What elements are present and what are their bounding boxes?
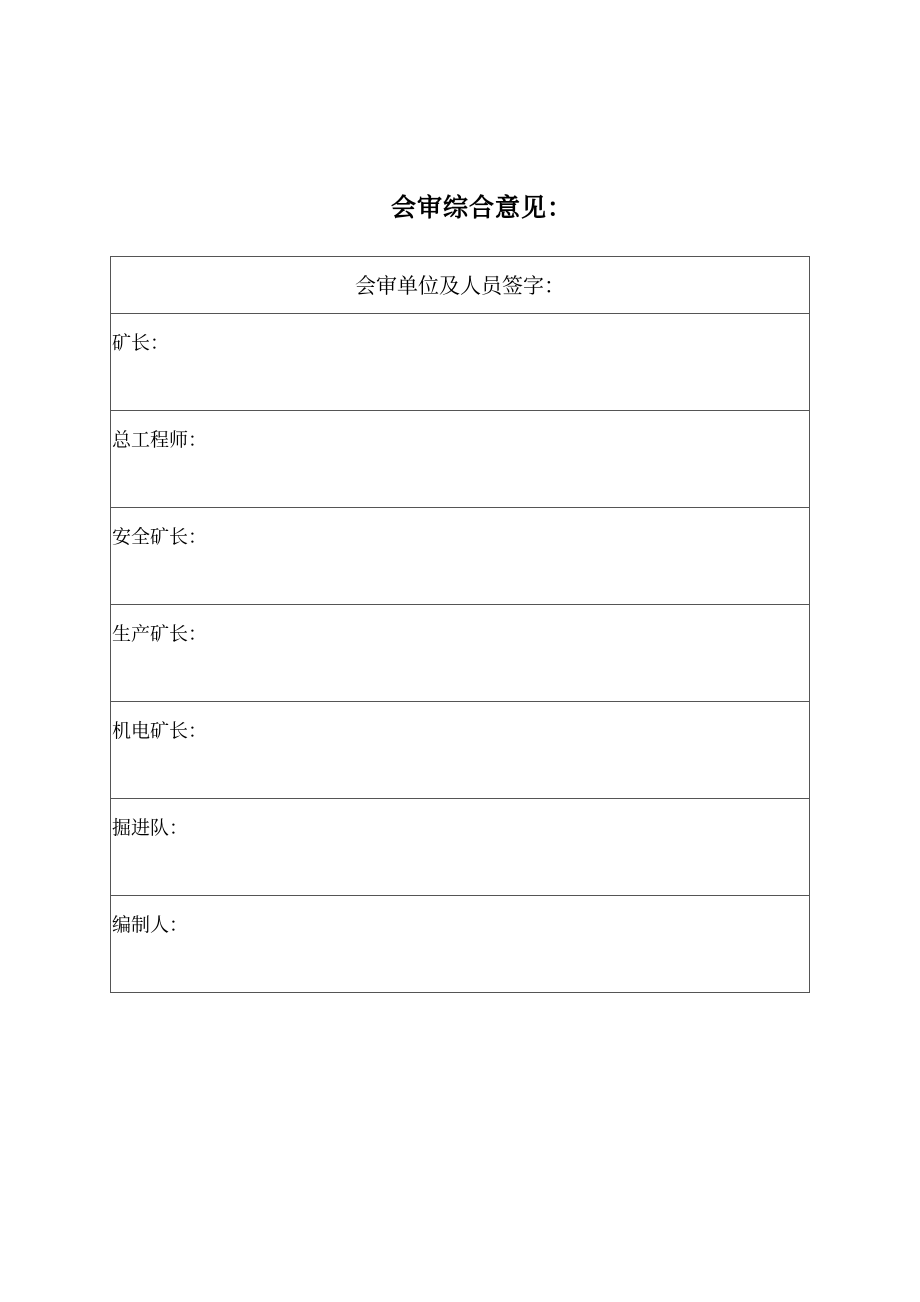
signature-cell[interactable] <box>111 508 810 605</box>
signature-row-compiler <box>111 896 810 993</box>
signature-row-mine-manager <box>111 314 810 411</box>
signature-row-production-manager <box>111 605 810 702</box>
signature-label: 矿长： <box>112 332 170 354</box>
table-header-cell: 会审单位及人员签字： <box>111 257 810 314</box>
signature-row-safety-manager <box>111 508 810 605</box>
signature-label: 总工程师： <box>112 429 208 451</box>
signature-label: 机电矿长： <box>112 720 208 742</box>
signature-cell[interactable] <box>111 411 810 508</box>
signature-cell[interactable] <box>111 605 810 702</box>
signature-row-chief-engineer <box>111 411 810 508</box>
signature-cell[interactable] <box>111 896 810 993</box>
signature-label: 生产矿长： <box>112 623 208 645</box>
table-header-row <box>111 257 810 314</box>
page-title: 会审综合意见： <box>390 193 573 222</box>
signature-label: 掘进队： <box>112 817 189 839</box>
signature-cell[interactable] <box>111 314 810 411</box>
signature-cell[interactable] <box>111 799 810 896</box>
signature-label: 安全矿长： <box>112 526 208 548</box>
signature-row-electromechanical-manager <box>111 702 810 799</box>
signature-row-tunneling-team <box>111 799 810 896</box>
signature-label: 编制人： <box>112 914 189 936</box>
signature-cell[interactable] <box>111 702 810 799</box>
signature-table <box>110 256 810 993</box>
